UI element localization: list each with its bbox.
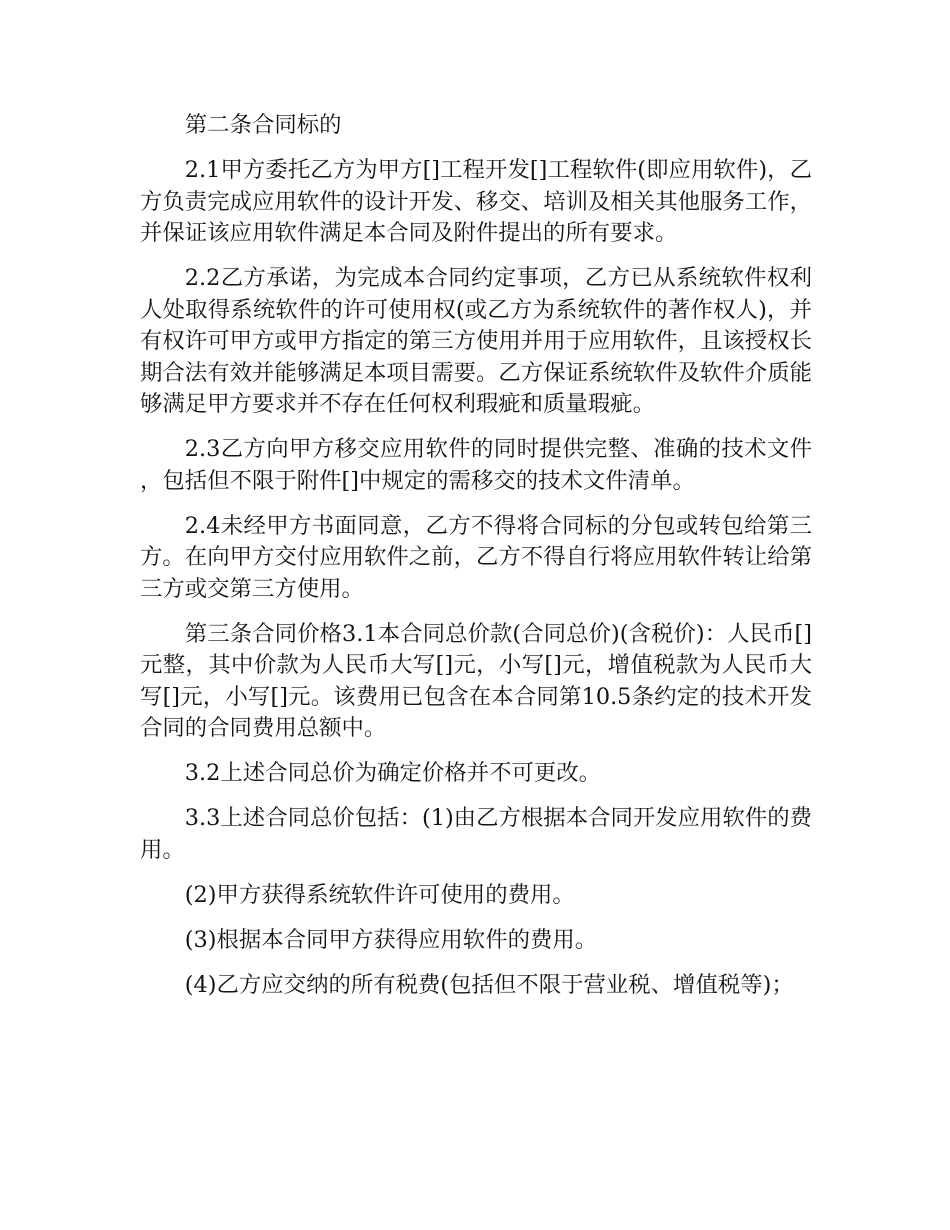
clause-2-3: 2.3乙方向甲方移交应用软件的同时提供完整、准确的技术文件，包括但不限于附件[]中规定的需移交的技术文件清单。 xyxy=(140,436,812,494)
clause-3-1: 第三条合同价格3.1本合同总价款(合同总价)(含税价)：人民币[]元整，其中价款为人民币大写[]元，小写[]元，增值税款为人民币大写[]元，小写[]元。该费用已包含在本合同第10.5条约定的技术开发合同的合同费用总额中。 xyxy=(140,620,812,741)
document-page xyxy=(140,110,812,1015)
clause-3-2: 3.2上述合同总价为确定价格并不可更改。 xyxy=(184,760,602,786)
clause-3-3-item-3: (3)根据本合同甲方获得应用软件的费用。 xyxy=(184,926,598,953)
clause-2-2: 2.2乙方承诺，为完成本合同约定事项，乙方已从系统软件权利人处取得系统软件的许可使用权(或乙方为系统软件的著作权人)，并有权许可甲方或甲方指定的第三方使用并用于应用软件，且该授权长期合法有效并能够满足本项目需要。乙方保证系统软件及软件介质能够满足甲方要求并不存在任何权利瑕疵和质量瑕疵。 xyxy=(140,265,812,417)
section-heading-article-2: 第二条合同标的 xyxy=(184,112,342,138)
clause-3-3: 3.3上述合同总价包括：(1)由乙方根据本合同开发应用软件的费用。 xyxy=(140,805,812,863)
clause-2-1: 2.1甲方委托乙方为甲方[]工程开发[]工程软件(即应用软件)，乙方负责完成应用软件的设计开发、移交、培训及相关其他服务工作，并保证该应用软件满足本合同及附件提出的所有要求。 xyxy=(140,157,812,246)
clause-3-3-item-4: (4)乙方应交纳的所有税费(包括但不限于营业税、增值税等)； xyxy=(184,971,794,998)
clause-3-3-item-2: (2)甲方获得系统软件许可使用的费用。 xyxy=(184,881,575,908)
clause-2-4: 2.4未经甲方书面同意，乙方不得将合同标的分包或转包给第三方。在向甲方交付应用软件之前，乙方不得自行将应用软件转让给第三方或交第三方使用。 xyxy=(140,512,812,602)
